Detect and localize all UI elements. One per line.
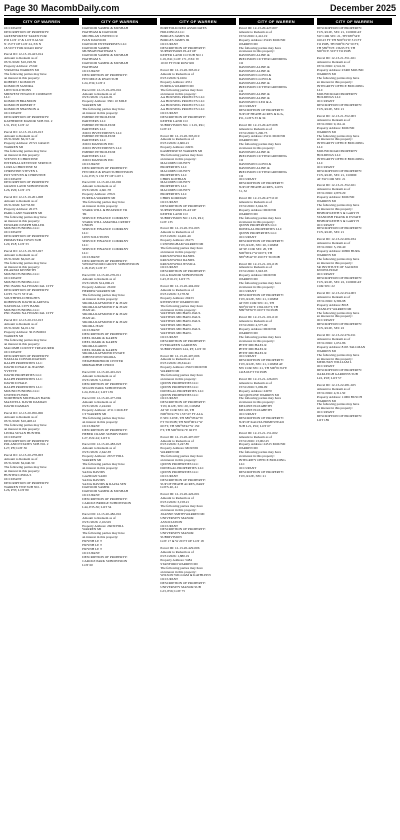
legal-notice: DAWOOD SAMER & MUSBAH HAITHAM & DAWOOD MICHIGAN UNITED CU IVAN DAWOOD DAWOOD ENTERPRISES LLC DAWOOD SAMER MUSBAH HAITHAM S DAWOOD SAMER & MUSBAH HAITHAM S DAWOOD SAMER & MUSBAH HAITHAM OCCUPANT DESCRIPTION OF PROPERTY: FEN MILE & RYAN SUB L24, P34; LOT 2 (82, 27, 129, 85)
page-number: Page 30 (4, 3, 39, 13)
legal-notice: Parcel ID: 12-13-20-278-003 Amount to Redeem as of 03/31/2026: $2,640.30 The following parties may have an interest in this property: HUNTER LINDA S OCCUPANT DESCRIPTION OF PROPERTY: WARREN TWP SUB NO. 1 L26, P35; LOT 80 (4, 453, 50, 493)
legal-notice: Parcel ID: 12-13-20-477-010 Amount to Redeem as of 03/31/2026: 3,644.35 Property Address: MOUND WARREN MI The following parties may have an interest in this property: QUINN PROPERTIES LLC DONEGAL PROPERTIES LLC QUINN PROPERTIES LLC OCCUPANT DESCRIPTION OF PROPERTY: T1N, R12E, SEC 20, COMM AT SE COR SEC 20, TH N00°00'41"W 60 FT, TH S89°58'42"W 450 FT TO POB (238, 196, 284, 259)
legal-notice: Parcel ID: 12-13-21-351-021 Amount to Redeem as of 03/31/2026: 2,541.91 Property Address: 23400 MOUND WARREN MI The following parties may have an interest in this property: INTEGRITY OFFICE BUILDING LLC MOUND ROAD PROPERTY HOLDINGS LLC OCCUPANT DESCRIPTION OF PROPERTY: T1N, R12E, SEC 21 (316, 56, 364, 112)
legal-notice: Parcel ID: 12-13-20-477-004 Amount to Redeem as of 03/31/2026: 2,244.96 Property Address: 4711 COOLEY CT WARREN MI The following parties may have an interest in this property: OCCUPANT DESCRIPTION OF PROPERTY: HEBER CRANE SUBDIVISION L27, P22-24; LOT 6 (82, 396, 129, 440)
legal-notice: Parcel ID: 12-13-20-303-012 Amount to Redeem as of 03/31/2026: $.1604 Property Address: 4351 EUREKA WARREN MI The following parties may have an interest in this property: AA HOUSING PROJECTS LLC AA HOUSING PROJECTS LLC AA HOUSING PROJECTS LLC AA HOUSING PROJECTS LLC OCCUPANT DESCRIPTION OF PROPERTY: KEIFER LAND CO SUBDIVISION NO. 1 L19, P41; LOT 23 (160, 68, 206, 131)
issue-date: December 2025 (329, 3, 396, 13)
column-heading: CITY OF WARREN (160, 18, 235, 25)
header-left (4, 3, 119, 13)
legal-notice: Parcel ID: 12-13-22-281-025 Amount to Redeem as of 03/31/2026: 4,311.50 Property Address: 11006 BUSCH WARREN MI The following parties may have an interest in this property: OCCUPANT DESCRIPTION OF PROPERTY: LOT 189 (316, 382, 362, 423)
legal-notice: Parcel ID: 12-13-20-427-007 Amount to Redeem as of 03/31/2026: 2,412.19 Property Address: 25245 MOUND WARREN MI The following parties may have an interest in this property: DAVIDSON ALINE & PRECISION CUTTER GRINDING CO DAVIDSON ALINE & DAVIDSON ALINE & DAVIDSON LLOYD & DAVIDSON LLOYD & DAVIDSON ALINE & PRECISION CUTTER GRINDING CO DAVIDSON ALINE & DAVIDSON ALINE & DAVIDSON CLEO & A OCCUPANT DESCRIPTION OF PROPERTY: SUP OF HEATH ACRES & K/A, P11, LOTS 33 & 34 (238, 27, 288, 120)
legal-notice: Parcel ID: 12-13-21-352-021 Amount to Redeem as of 03/31/2026: 2,870.29 Property Address: MOUND WARREN MI The following parties may have an interest in this property: BISHOP KEITH S & GARY H STANDISH FRANK R ESTATE BISHOP KEITH S & GARY H OCCUPANT DESCRIPTION OF PROPERTY: T1N, R12E, SEC 21 (316, 183, 362, 235)
column-body (4, 27, 79, 835)
legal-notice: Parcel ID: 12-13-20-483-023 Amount to Redeem as of 03/31/2026: 2,642.38 Property Address: 26727 HILL WARREN MI The following parties may have an interest in this property: SAZIA DAVIDS GAZIDAN SAMI SAZIA DAVIDS SAZIA DAVIDS & RAZIA SEN DAWOOD SAMER DAWOOD SAMER & MUSBAH OCCUPANT DESCRIPTION OF PROPERTY: CAROLE BRIDGE SUBDIVISION L44, P35-36; LOT 54 (82, 442, 132, 509)
page-header (4, 3, 396, 14)
legal-notice: Parcel ID: 12-13-22-276-011 Amount to Redeem as of 03/31/2026: 1,651.86 Property Address: 8165 TALLMAN WARREN MI The following parties may have an interest in this property: MEDUSKY WILLIAM L OCCUPANT DESCRIPTION OF PROPERTY: OAKLEIGH GARDENS SUB L22, P18; LOT 57 (316, 333, 366, 381)
legal-notice: Parcel ID: 12-13-20-482-016 Amount to Redeem as of 03/31/2026: 2,102.69 Property Address: 26639 HILL WARREN MI The following parties may have an interest in this property: HUYNH LE T HUYNH LE T HUYNH LE T OCCUPANT DESCRIPTION OF PROPERTY: CAROLE PARK SUBDIVISION LOT 60 (82, 511, 128, 567)
legal-notice: Parcel ID: 12-13-20-426-001 Amount to Redeem as of 03/31/2026: 3,158.21 The following parties may have an interest in this property: JOANNE SMITH WARREN MI UNIVERSITY MANOR ASSOCIATION OCCUPANT DESCRIPTION OF PROPERTY: UNIVERSITY MANOR SUBDIVISION LOT 17 & W 20 FT OF LOT 18 (160, 492, 206, 544)
legal-notice: Parcel ID: 12-13-19-423-014 Amount to Redeem as of 03/31/2026: $10,198.39 Property Address: 27240 VIRGINIA WARREN MI The following parties may have an interest in this property: ROBERT J KOMOCH KOMOCH SANDRA LIEN SOLUTIONS MIDWEST FINANCE COMPANY LLC KOMOCH BRANDON KOMOCH ROBERT F KOMOCH SHANNON A OCCUPANT DESCRIPTION OF PROPERTY: KATHERINE MANOR SUB NO. 2 L31, P10; LOT 12 (4, 52, 53, 127)
column-body (317, 27, 392, 835)
legal-notice: Parcel ID: 12-13-20-429-006 Amount to Redeem as of 03/31/2026: 1,880.19 Property Address: 5484 STANFORD WARREN MI The following parties may have an interest in this property: WILSON WILLIAM & KATHLEEN OCCUPANT DESCRIPTION OF PROPERTY: UNIVERSITY MANOR SUB L23, P56; LOT 75 (160, 546, 211, 594)
legal-notice: Parcel ID: 12-13-20-404-002 Amount to Redeem as of 03/31/2026: 3,178.50 Property Address: 29433 RIVERVIEW WARREN MI The following parties may have an interest in this property: WATTERS MICHAEL PAUL WATTERS MICHAEL PAUL WATTERS MICHAEL PAUL WATTERS MICHAEL WATTERS MICHAEL PAUL WATTERS MICHAEL OCCUPANT DESCRIPTION OF PROPERTY: EVERGREEN GARDENS SUBDIVISION L24, P3; LOT 39 (160, 284, 206, 351)
column-1 (4, 18, 79, 835)
column-body (160, 27, 235, 835)
column-heading: CITY OF WARREN (82, 18, 157, 25)
column-4 (239, 18, 314, 835)
legal-notice: Parcel ID: 12-13-19-476-016 Amount to Redeem as of 03/31/2026: 13,441.81 Property Address: 3301 10 MILE WARREN MI The following parties may have an interest in this property: EMPIRE PETROLEUM PARTNERS LLC EMPIRE PETROLEUM PARTNERS LLC JOUD INVESTMENTS LLC EMPIRE PETROLEUM PARTNERS LLC JOUD MANSION INC JOUD INVESTMENTS LLC EMPIRE PETROLEUM PARTNERS LLC JOUD MANSION INC OCCUPANT DESCRIPTION OF PROPERTY: FEN MILE & RYAN SUBDIVISION L24, P35; S 150 FT OF LOT 1 (82, 87, 133, 178)
column-body (82, 27, 157, 835)
legal-notice: DESCRIPTION OF PROPERTY: T1N, R12E, SEC 21, COMM AT SW COR SEC 21, TH S89°54'E 160.23 FT TH N00°01'W 313 FT TO POB, TH N00°01'W 50 FT, TH S89°55'E 136.95 FT, TH S00°01'E 50 FT TO POB (316, 27, 362, 54)
legal-notice: Parcel ID: 12-13-21-352-003 Amount to Redeem as of 03/31/2026: 9,161.41 Property Address: MOUND WARREN MI The following parties may have an interest in this property: INTEGRITY OFFICE BUILDING LLC MOUND ROAD PROPERTY HOLDINGS LLC INTEGRITY OFFICE BUILDING LLC OCCUPANT DESCRIPTION OF PROPERTY: T1N, R12E, SEC 21, COMM AT SW COR SEC 21 (316, 114, 364, 181)
legal-notice: Parcel ID: 12-13-20-407-007 Amount to Redeem as of 03/31/2026: 3,247.85 Property Address: MOUND WARREN MI The following parties may have an interest in this property: QUINN PROPERTIES LLC DONEGAL PROPERTIES LLC QUINN PROPERTIES LLC OCCUPANT DESCRIPTION OF PROPERTY: SUP OF HEATH ACRES, PART LOTS 40, 41 (160, 434, 206, 490)
column-heading: CITY OF WARREN (239, 18, 314, 25)
column-3 (160, 18, 235, 835)
legal-notice: PORTFOLIO REO ASSOCIATES HOLDINGS LLC BORGES JAMES JR BORGES JAMES JR OCCUPANT DESCRIPTION OF PROPERTY: SUPERVISORS PLAT OF KEIFER LAND CO SUB NO 1 L19, P41; LOT 171, EXC W 10.50 FT FOR ROW RD (160, 27, 207, 66)
legal-notice: Parcel ID: 12-13-19-129-013 Amount to Redeem as of 03/31/2026: $6,317.42 Property Address: 25721 GRACE WARREN MI The following parties may have an interest in this property: STEVEN E CHRISTINE INTERNAL REVENUE SERVICE LORI A CHRISTINE M CHRISTINE STEVEN L POT STEVEN & CHRISTINE OCCUPANT DESCRIPTION OF PROPERTY: GRAND LAND SUBDIVISION L26, P26; LOT 172 (4, 129, 52, 193)
legal-notice: Parcel ID: 12-13-22-254-003 Amount to Redeem as of 03/31/2026: 6,306.98 Property Address: 8018 STANLEY WARREN MI The following parties may have an interest in this property: OCCUPANT DESCRIPTION OF PROPERTY: T1N, R12E, SEC 22 (316, 291, 362, 331)
legal-notice: Parcel ID: 12-13-19-201-008 Amount to Redeem as of 03/31/2026: $.0733.80 Property Address: 26173 PARK LANE WARREN MI The following parties may have an interest in this property: EDWARD JOSEPH MILLER MOUND FUNDING LLC OCCUPANT DESCRIPTION OF PROPERTY: PRIMAVERA TOWN SUB L20, P18; LOT 33 (4, 195, 50, 247)
column-heading: CITY OF WARREN (317, 18, 392, 25)
legal-notice: OCCUPANT DESCRIPTION OF PROPERTY: GREENFOREST TAKEN FOR P/O LOT 17 & LOT 8 ALSO N 15 FT OF LOT 24, EX N 18.50 FT FOR ROAD ROW (4, 27, 50, 50)
legal-notice: Parcel ID: 12-13-21-126-003 Amount to Redeem as of 03/31/2026: 5,069.09 Property Address: 24970 JACQUELINE WARREN MI The following parties may have an interest in this property: MELONE ELIZABETH MELONE ELIZABETH OCCUPANT DESCRIPTION OF PROPERTY: SUP OF KALITA HOMESTEAD SUB L21, P16; LOT 67 (238, 376, 284, 428)
legal-notice: Parcel ID: 12-13-20-056-006 Amount to Redeem as of 03/31/2026: $10,468.12 The following parties may have an interest in this property: LINDA SUSAN HUNTER OCCUPANT DESCRIPTION OF PROPERTY: POLAND ESTATES SUB NO. 2 L27, P8; LOT 36 (4, 411, 50, 451)
column-2 (82, 18, 157, 835)
legal-notice: Parcel ID: 12-13-20-276-011 Amount to Redeem as of 03/31/2026: $14,006.21 Property Address: 26169 HERDER WARREN MI The following parties may have an interest in this property: SIKORA RAYMOND F & JEAN SIKORA RAYMOND F & JEAN JEAN AL SIKORA RAYMOND F & JEAN JEAN AL SIKORA RAYMOND F & JEAN SIKORA JEAN OCCUPANT DESCRIPTION OF PROPERTY: DEEL MARK & KAREN DEEL MARK & KAREN SIKORA KAREN DEEL MARK & KAREN SIKORA RAYMOND ESTATE JOHNSTOWN SIKORA NEIGHBORHOOD CENTER MIRBAKHSH CHUDI (82, 273, 128, 368)
header-rule (4, 15, 396, 16)
column-heading: CITY OF WARREN (4, 18, 79, 25)
legal-notice: Parcel ID: 12-13-21-101-018 Amount to Redeem as of 03/31/2026: 3,943.03 Property Address: MOUND WARREN MI The following parties may have an interest in this property: OCCUPANT DESCRIPTION OF PROPERTY: T1N, R12E, SEC 21, COMM AT NW COR SEC 21, TH S00°01'04"E 1362.66 FT, TH N89°58'56"E 60 FT TO POB (238, 261, 284, 313)
legal-notice: Parcel ID: 12-13-20-427-008 Amount to Redeem as of 03/31/2026: 5,296.73 Property Address: 25211 MOUND WARREN MI The following parties may have an interest in this property: DAVIDSON ALINE & PRECISION CUTTER GRINDING CO DAVIDSON LLOYD & DAVIDSON ALINE & PRECISION CUTTER GRINDING CO OCCUPANT DESCRIPTION OF PROPERTY: SUP OF HEATH ACRES, LOTS 31, 32 (238, 122, 288, 194)
legal-notice: Parcel ID: 12-13-20-102-002 Amount to Redeem as of 03/31/2026: 4,661.78 Property Address: 27021 EUREKA WARREN MI The following parties may have an interest in this property: STARK WILL & BEATRICE TR TR SERVICE FINANCE COMPANY STARK WILL AMANDA CREDIT UNION SERVICE FINANCE COMPANY LLC LIEN SOLUTIONS SERVICE FINANCE COMPANY LLC SERVICE FINANCE COMPANY LLC OCCUPANT DESCRIPTION OF PROPERTY: WEDGEWOOD GROVE SUBDIVISION L18, P43; LOT 37 (82, 180, 140, 271)
column-5 (317, 18, 392, 835)
site-name: MacombDaily.com (41, 3, 120, 13)
legal-notice: Parcel ID: 12-13-21-151-002 Amount to Redeem as of 03/31/2026: 13,002.25 Property Address: 24515 MOUND WARREN MI The following parties may have an interest in this property: INTEGRITY OFFICE BUILDING LLC OCCUPANT DESCRIPTION OF PROPERTY: T1N, R12E, SEC 21 (238, 430, 286, 478)
legal-notice: Parcel ID: 12-13-20-303-019 Amount to Redeem as of 03/31/2026: 2,606.21 Property Address: 24931 KAMPERSETZ WARREN MI The following parties may have an interest in this property: MACOMB COUNTY PROPERTIES LLC MACOMB COUNTY PROPERTIES LLC CHRIS KOTBIAN MACOMB COUNTY PROPERTIES LLC MACOMB COUNTY PROPERTIES LLC CHRIS KORDIAN OCCUPANT DESCRIPTION OF PROPERTY: SUPERVISORS PLAT OF KEIFER LAND CO SUBDIVISION NO 1 L19, P41; LOT 135 (160, 133, 206, 224)
legal-notice: Parcel ID: 12-13-20-401-021 Amount to Redeem as of 03/31/2026: 5,129.62 DESCRIPTION OF PROPERTY: SEGUIN PARK SUBDIVISION L24, P20-41; LOT 139 (82, 370, 128, 394)
legal-notice: Parcel ID: 12-13-21-101-019 Amount to Redeem as of 03/31/2026: 4,577.49 Property Address: MOUND WARREN MI The following parties may have an interest in this property: PETIT MICHAEL R PETIT MICHAEL R PETIT MICHAEL R OCCUPANT DESCRIPTION OF PROPERTY: T1N, R12E, SEC 21, COMM AT NW COR SEC 21, TH S00°01'04"E 1418.66 FT TO POB (238, 315, 288, 375)
legal-notice: Parcel ID: 12-13-20-152-013 Amount to Redeem as of 03/31/2026: $4,011.59 Property Address: 3615 BODO WARREN MI The following parties may have an interest in this property: MACOMB COUNTY TREASURER OCCUPANT DESCRIPTION OF PROPERTY: NATALIA CONSOLIDATION RALPH PROPERTIES LLC DAVID D HALE & JEANNE YVETTE DAVID PROPERTIES LLC RALPH PROPERTIES LLC DAVID D HALE RALPH PROPERTIES LLC MOUND FUNDING LLC UNITED FUNDS NORTHERN MICHIGAN BANK MAXWELL DAVID DAMIAN DAVID DAMIAN (4, 318, 55, 409)
legal-notice: Parcel ID: 12-13-20-407-006 Amount to Redeem as of 03/31/2026: 28,344.41 Property Address: 25023 MOUND WARREN MI The following parties may have an interest in this property: QUINN PROPERTIES LLC QUINN PROPERTIES LLC DONEGAL PROPERTIES LLC QUINN PROPERTIES LLC OCCUPANT DESCRIPTION OF PROPERTY: T1N, R12E, SEC 20, COMM AT SE COR SEC 20, TH N00°00'41"W 1337.07 FT ALG E SEC LINE, TH S89°58'42"W FT TO POB; TH N00°00'41"W 60 FT, TH S89°58'42"W 150 FT, TH S00°00'41"E 60 FT (160, 353, 208, 432)
legal-notice: Parcel ID: 12-13-20-331-003 Amount to Redeem as of 03/31/2026: 14,461.46 Property Address: 26175 CUNNINGHAM WARREN MI The following parties may have an interest in this property: KRUSZEWSKI DANIEL KRUSZEWSKI DANIEL KRUSZEWSKI JESSICA OCCUPANT DESCRIPTION OF PROPERTY: LILA MANOR SUBDIVISION L43, P10-15; LOT 73 (160, 226, 206, 282)
notice-columns (4, 18, 396, 835)
legal-notice: Parcel ID: 12-13-19-353-027 Amount to Redeem as of 03/31/2026: $6,947.42 The following parties may have an interest in this property: PILARSKI KENNETH MOUND FUNDING LLC OCCUPANT MOUND FUNDING LLC PNC BANK NA FINANCIAL CITY DESCRIPTION OF PROPERTY: LOTS 74-75 ST P AL SOUTHFIELD HEIGHTS ROBINSON DAVID & ARESTA NATIONAL CITY BANK MOUND FUNDING LLC PNC BANK NA FINANCIAL CITY (4, 248, 54, 316)
column-body (239, 27, 314, 835)
legal-notice: Parcel ID: 12-13-22-206-034 Amount to Redeem as of 03/31/2026: 5,130.40 Property Address: 26806 BURG WARREN MI The following parties may have an interest in this property: SR INSTITUTE OF SACRED KNOWLEDGE OCCUPANT DESCRIPTION OF PROPERTY: T1N, R12E, SEC 22, COMM AT COR SEC 22 (316, 237, 362, 289)
